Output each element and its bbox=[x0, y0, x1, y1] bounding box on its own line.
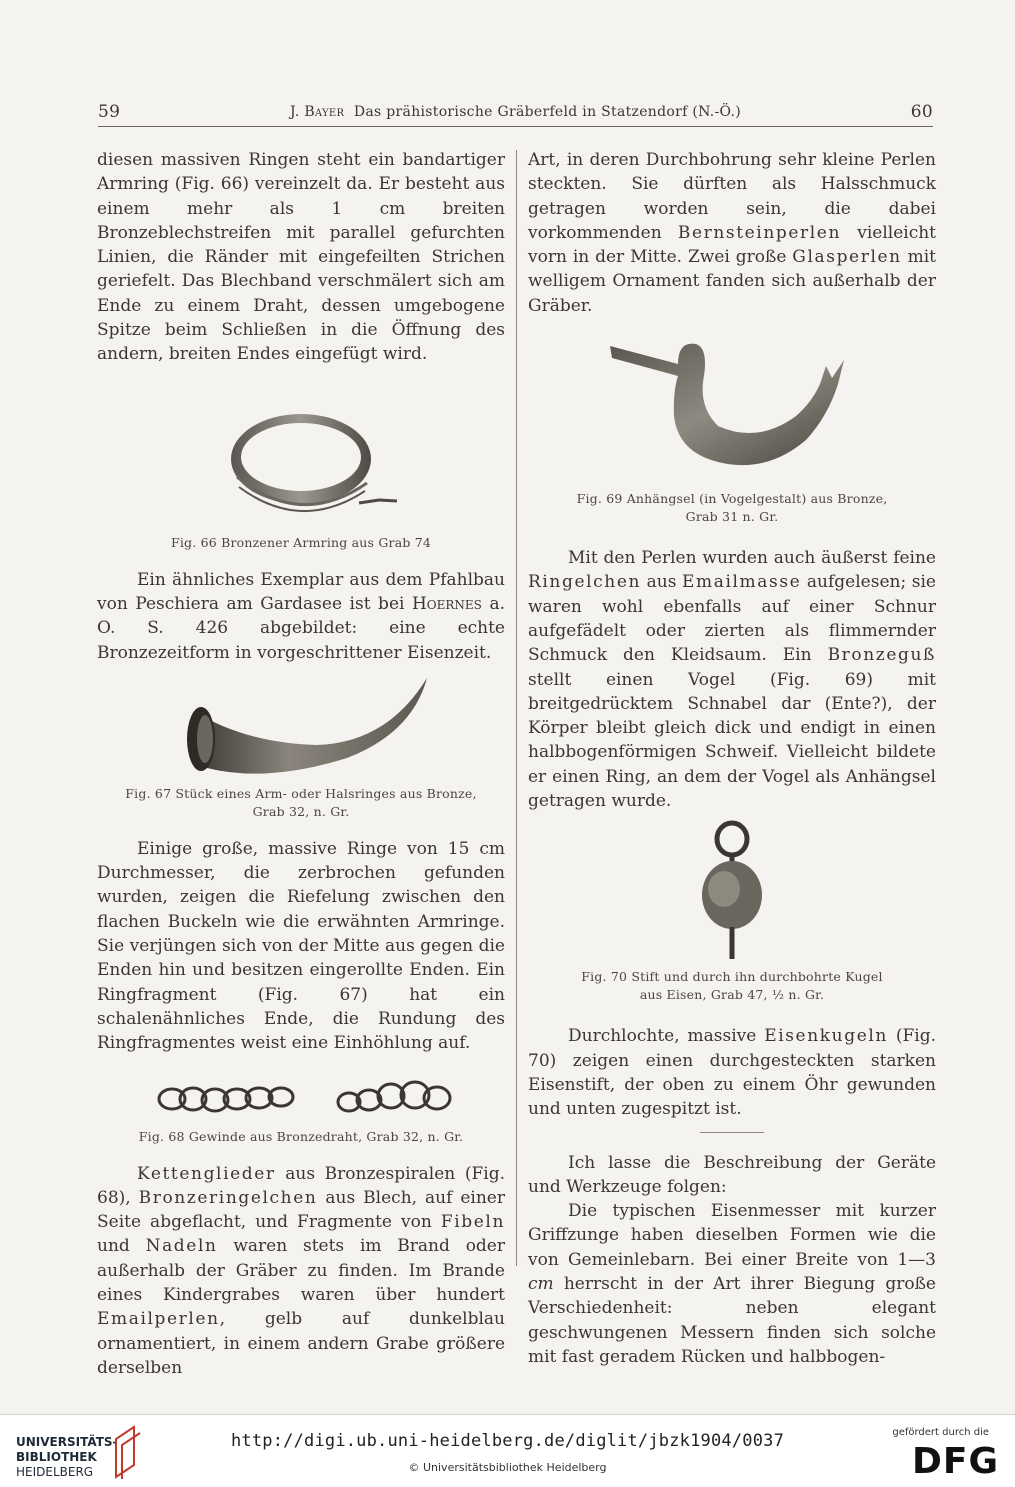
spaced-term: Bernsteinperlen bbox=[677, 222, 842, 243]
library-name-line: HEIDELBERG bbox=[16, 1465, 94, 1479]
text-run: (Fig. 70) zeigen einen durchgesteckten starken Eisenstift, der oben zu einem Öhr gewunden und unten zugespitzt ist. bbox=[528, 1026, 936, 1120]
figure-69 bbox=[528, 336, 936, 486]
paragraph: Einige große, massive Ringe von 15 cm Durchmesser, die zerbrochen gefunden wurden, zeigen die Riefelung zwischen den flachen Buckeln wie die erwähnten Armringe. Sie verjüngen sich von der Mitte aus gegen die Enden hin und besitzen eingerollte Enden. Ein Ringfragment (Fig. 67) hat ein schalenähnliches Ende, die Rundung des Ringfragmentes weist eine Einhöhlung auf. bbox=[97, 838, 505, 1054]
paragraph bbox=[528, 546, 936, 813]
spaced-term: Emailmasse bbox=[682, 572, 802, 593]
text-run: herrscht in der Art ihrer Biegung große Verschiedenheit: neben elegant geschwungenen Messern finden sich solche mit fast geradem Rücken und halbbogen- bbox=[528, 1274, 936, 1367]
text-run: aus bbox=[641, 572, 683, 593]
library-name-line: UNIVERSITÄTS- bbox=[16, 1435, 118, 1449]
paragraph bbox=[528, 148, 936, 318]
library-footer bbox=[0, 1414, 1015, 1487]
spaced-term: Kettenglieder bbox=[137, 1163, 276, 1184]
permalink[interactable]: http://digi.ub.uni-heidelberg.de/diglit/jbzk1904/0037 bbox=[230, 1431, 785, 1451]
paragraph bbox=[528, 1024, 936, 1121]
spaced-term: Bronzeguß bbox=[827, 645, 936, 666]
caption-line: Grab 32, n. Gr. bbox=[252, 803, 350, 819]
figure-67 bbox=[97, 673, 505, 783]
figure-68-caption: Fig. 68 Gewinde aus Bronzedraht, Grab 32, n. Gr. bbox=[138, 1128, 464, 1144]
page-number-left: 59 bbox=[98, 102, 121, 122]
spaced-term: Fibeln bbox=[440, 1212, 505, 1233]
text-run: , gelb auf dunkelblau ornamentiert, in einem andern Grabe größere derselben bbox=[97, 1309, 505, 1378]
figure-70-caption bbox=[528, 968, 936, 1004]
library-name-line: BIBLIOTHEK bbox=[16, 1450, 97, 1464]
iron-ball-illustration bbox=[528, 819, 936, 964]
figure-66 bbox=[97, 407, 505, 532]
figure-70 bbox=[528, 819, 936, 964]
funding-note: gefördert durch die bbox=[892, 1427, 989, 1438]
text-run: Mit den Perlen wurden auch äußerst feine bbox=[568, 548, 936, 569]
caption-line: Grab 31 n. Gr. bbox=[685, 509, 779, 525]
spaced-term: Glasperlen bbox=[792, 247, 902, 268]
spaced-term: Bronzeringelchen bbox=[138, 1187, 318, 1208]
paragraph bbox=[528, 1199, 936, 1369]
text-run: Art, in deren Durchbohrung sehr kleine Perlen steckten. Sie dürften als Halsschmuck getragen worden sein, die dabei vorkommenden bbox=[528, 150, 936, 243]
copyright: © Universitätsbibliothek Heidelberg bbox=[408, 1461, 607, 1474]
dfg-logo: DFG bbox=[911, 1441, 999, 1482]
spaced-term: Ringelchen bbox=[528, 572, 642, 593]
section-rule bbox=[700, 1132, 764, 1133]
author-reference: Hoernes bbox=[411, 593, 482, 614]
paragraph bbox=[97, 1162, 505, 1381]
figure-68 bbox=[97, 1074, 505, 1124]
text-run: und bbox=[97, 1236, 146, 1257]
caption-line: Fig. 70 Stift und durch ihn durchbohrte Kugel bbox=[581, 969, 883, 985]
spaced-term: Emailperlen bbox=[97, 1309, 220, 1330]
header-rule bbox=[98, 126, 933, 127]
bronze-spiral-illustration bbox=[97, 1074, 505, 1124]
paragraph bbox=[97, 568, 505, 665]
figure-69-caption bbox=[528, 490, 936, 526]
ring-fragment-illustration bbox=[97, 673, 505, 783]
text-run: vielleicht vorn in der Mitte. Zwei große bbox=[528, 222, 936, 268]
spaced-term: Eisenkugeln bbox=[764, 1026, 888, 1047]
left-column bbox=[97, 148, 505, 1380]
author-name: J. Bayer bbox=[290, 104, 345, 120]
text-run: Die typischen Eisenmesser mit kurzer Griffzunge haben dieselben Formen wie die von Gemeinlebarn. Bei einer Breite von 1—3 bbox=[528, 1201, 936, 1270]
text-run: waren stets im Brand oder außerhalb der Gräber zu finden. Im Brande eines Kindergrabes waren über hundert bbox=[97, 1236, 505, 1306]
bronze-armring-illustration bbox=[97, 407, 505, 532]
text-run: a. O. S. 426 abgebildet: eine echte Bronzezeitform in vorgeschrittener Eisenzeit. bbox=[97, 593, 505, 663]
article-title: Das prähistorische Gräberfeld in Statzendorf (N.-Ö.) bbox=[353, 104, 741, 120]
text-run: Durchlochte, massive bbox=[568, 1026, 765, 1047]
page-number-right: 60 bbox=[910, 102, 933, 122]
unit: cm bbox=[528, 1274, 554, 1295]
paragraph: diesen massiven Ringen steht ein bandartiger Armring (Fig. 66) vereinzelt da. Er besteht aus einem mehr als 1 cm breiten Bronzeblechstreifen mit parallel gefurchten Linien, die Ränder mit eingefeilten Strichen geriefelt. Das Blechband verschmälert sich am Ende zu einem Draht, dessen umgebogene Spitze beim Schließen in die Öffnung des andern, breiten Endes eingefügt wird. bbox=[97, 150, 505, 365]
bird-pendant-illustration bbox=[528, 336, 936, 486]
caption-line: aus Eisen, Grab 47, ½ n. Gr. bbox=[639, 987, 825, 1003]
column-divider bbox=[516, 150, 517, 1266]
text-run: Ein ähnliches Exemplar aus dem Pfahlbau von Peschiera am Gardasee ist bei bbox=[97, 569, 505, 614]
running-title bbox=[98, 104, 933, 120]
figure-66-caption: Fig. 66 Bronzener Armring aus Grab 74 bbox=[170, 534, 432, 550]
text-run: aus Blech, auf einer Seite abgeflacht, und Fragmente von bbox=[97, 1187, 505, 1233]
caption-line: Fig. 67 Stück eines Arm- oder Halsringes aus Bronze, bbox=[125, 785, 477, 801]
spaced-term: Nadeln bbox=[145, 1236, 218, 1257]
text-run: mit welligem Ornament fanden sich außerhalb der Gräber. bbox=[528, 247, 936, 316]
text-run: aufgelesen; sie waren wohl ebenfalls auf einer Schnur aufgefädelt oder zierten als flimmernder Schmuck den Kleidsaum. Ein bbox=[528, 572, 936, 666]
figure-67-caption bbox=[97, 785, 505, 821]
running-header bbox=[98, 100, 933, 124]
paragraph: Ich lasse die Beschreibung der Geräte und Werkzeuge folgen: bbox=[528, 1152, 936, 1197]
text-run: aus Bronzespiralen (Fig. 68), bbox=[97, 1163, 505, 1208]
text-run: stellt einen Vogel (Fig. 69) mit breitgedrücktem Schnabel dar (Ente?), der Körper bleibt gleich dick und endigt in einen halbbogenförmigen Schweif. Vielleicht bildete er einen Ring, an dem der Vogel als Anhängsel getragen wurde. bbox=[528, 669, 936, 812]
right-column bbox=[528, 148, 936, 1369]
caption-line: Fig. 69 Anhängsel (in Vogelgestalt) aus Bronze, bbox=[576, 491, 888, 507]
